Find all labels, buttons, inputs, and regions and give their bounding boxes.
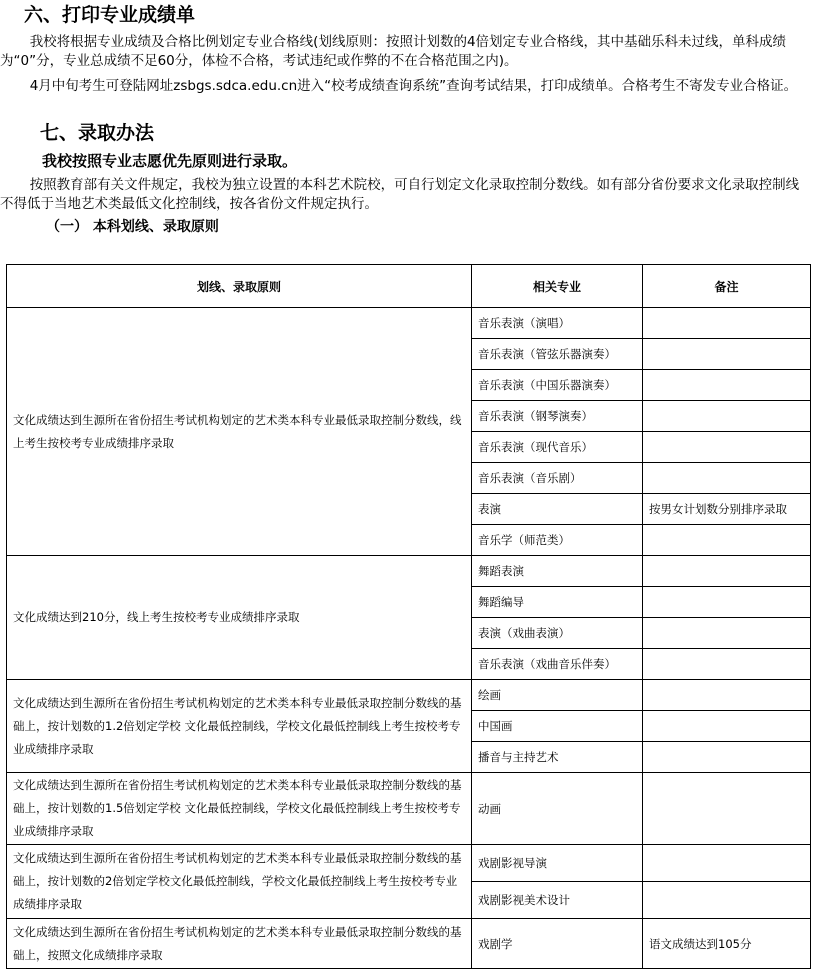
major-cell: 绘画 [472, 680, 643, 711]
section-6-title: 六、打印专业成绩单 [24, 4, 196, 26]
note-cell [643, 845, 811, 882]
section-7-title: 七、录取办法 [40, 122, 155, 144]
note-cell [643, 773, 811, 845]
note-cell [643, 882, 811, 919]
note-cell [643, 463, 811, 494]
section-6-paragraph-2: 4月中旬考生可登陆网址zsbgs.sdca.edu.cn进入“校考成绩查询系统”查询考试结果，打印成绩单。合格考生不寄发专业合格证。 [29, 78, 798, 94]
note-cell [643, 401, 811, 432]
note-cell [643, 587, 811, 618]
rule-cell: 文化成绩达到210分，线上考生按校考专业成绩排序录取 [7, 556, 472, 680]
admission-principle: 我校按照专业志愿优先原则进行录取。 [42, 152, 298, 170]
major-cell: 音乐表演（现代音乐） [472, 432, 643, 463]
table-row [7, 919, 811, 969]
major-cell: 舞蹈表演 [472, 556, 643, 587]
major-cell: 戏剧影视美术设计 [472, 882, 643, 919]
major-cell: 戏剧学 [472, 919, 643, 969]
note-cell [643, 742, 811, 773]
table-header-row [7, 265, 811, 308]
header-rule: 划线、录取原则 [7, 265, 472, 308]
major-cell: 音乐学（师范类） [472, 525, 643, 556]
table-row [7, 308, 811, 339]
note-cell [643, 649, 811, 680]
rule-cell: 文化成绩达到生源所在省份招生考试机构划定的艺术类本科专业最低录取控制分数线的基础上，按计划数的1.5倍划定学校 文化最低控制线，学校文化最低控制线上考生按校考专业成绩排序录取 [7, 773, 472, 845]
admission-table [6, 264, 811, 969]
note-cell [643, 680, 811, 711]
table-row [7, 773, 811, 845]
major-cell: 戏剧影视导演 [472, 845, 643, 882]
note-cell [643, 711, 811, 742]
header-note: 备注 [643, 265, 811, 308]
note-cell [643, 556, 811, 587]
major-cell: 音乐表演（音乐剧） [472, 463, 643, 494]
rule-cell: 文化成绩达到生源所在省份招生考试机构划定的艺术类本科专业最低录取控制分数线的基础上，按计划数的2倍划定学校文化最低控制线，学校文化最低控制线上考生按校考专业成绩排序录取 [7, 845, 472, 919]
major-cell: 动画 [472, 773, 643, 845]
note-cell: 按男女计划数分别排序录取 [643, 494, 811, 525]
table-row [7, 556, 811, 587]
major-cell: 音乐表演（戏曲音乐伴奏） [472, 649, 643, 680]
rule-cell: 文化成绩达到生源所在省份招生考试机构划定的艺术类本科专业最低录取控制分数线的基础上，按照文化成绩排序录取 [7, 919, 472, 969]
major-cell: 音乐表演（钢琴演奏） [472, 401, 643, 432]
table-row [7, 680, 811, 711]
note-cell [643, 339, 811, 370]
note-cell [643, 370, 811, 401]
note-cell [643, 618, 811, 649]
rule-cell: 文化成绩达到生源所在省份招生考试机构划定的艺术类本科专业最低录取控制分数线的基础上，按计划数的1.2倍划定学校 文化最低控制线，学校文化最低控制线上考生按校考专业成绩排序录取 [7, 680, 472, 773]
major-cell: 音乐表演（演唱） [472, 308, 643, 339]
note-cell [643, 308, 811, 339]
major-cell: 音乐表演（中国乐器演奏） [472, 370, 643, 401]
subsection-title: （一） 本科划线、录取原则 [46, 219, 219, 235]
note-cell [643, 525, 811, 556]
table-row [7, 845, 811, 882]
section-6-paragraph-1: 我校将根据专业成绩及合格比例划定专业合格线(划线原则：按照计划数的4倍划定专业合格线，其中基础乐科未过线，单科成绩为“0”分，专业总成绩不足60分，体检不合格，考试违纪或作弊的不在合格范围之内)。 [0, 34, 787, 69]
major-cell: 中国画 [472, 711, 643, 742]
note-cell [643, 432, 811, 463]
major-cell: 表演（戏曲表演） [472, 618, 643, 649]
section-7-paragraph-1: 按照教育部有关文件规定，我校为独立设置的本科艺术院校，可自行划定文化录取控制分数线。如有部分省份要求文化录取控制线不得低于当地艺术类最低文化控制线，按各省份文件规定执行。 [0, 177, 800, 212]
header-major: 相关专业 [472, 265, 643, 308]
major-cell: 表演 [472, 494, 643, 525]
major-cell: 音乐表演（管弦乐器演奏） [472, 339, 643, 370]
major-cell: 播音与主持艺术 [472, 742, 643, 773]
major-cell: 舞蹈编导 [472, 587, 643, 618]
note-cell: 语文成绩达到105分 [643, 919, 811, 969]
rule-cell: 文化成绩达到生源所在省份招生考试机构划定的艺术类本科专业最低录取控制分数线，线上考生按校考专业成绩排序录取 [7, 308, 472, 556]
